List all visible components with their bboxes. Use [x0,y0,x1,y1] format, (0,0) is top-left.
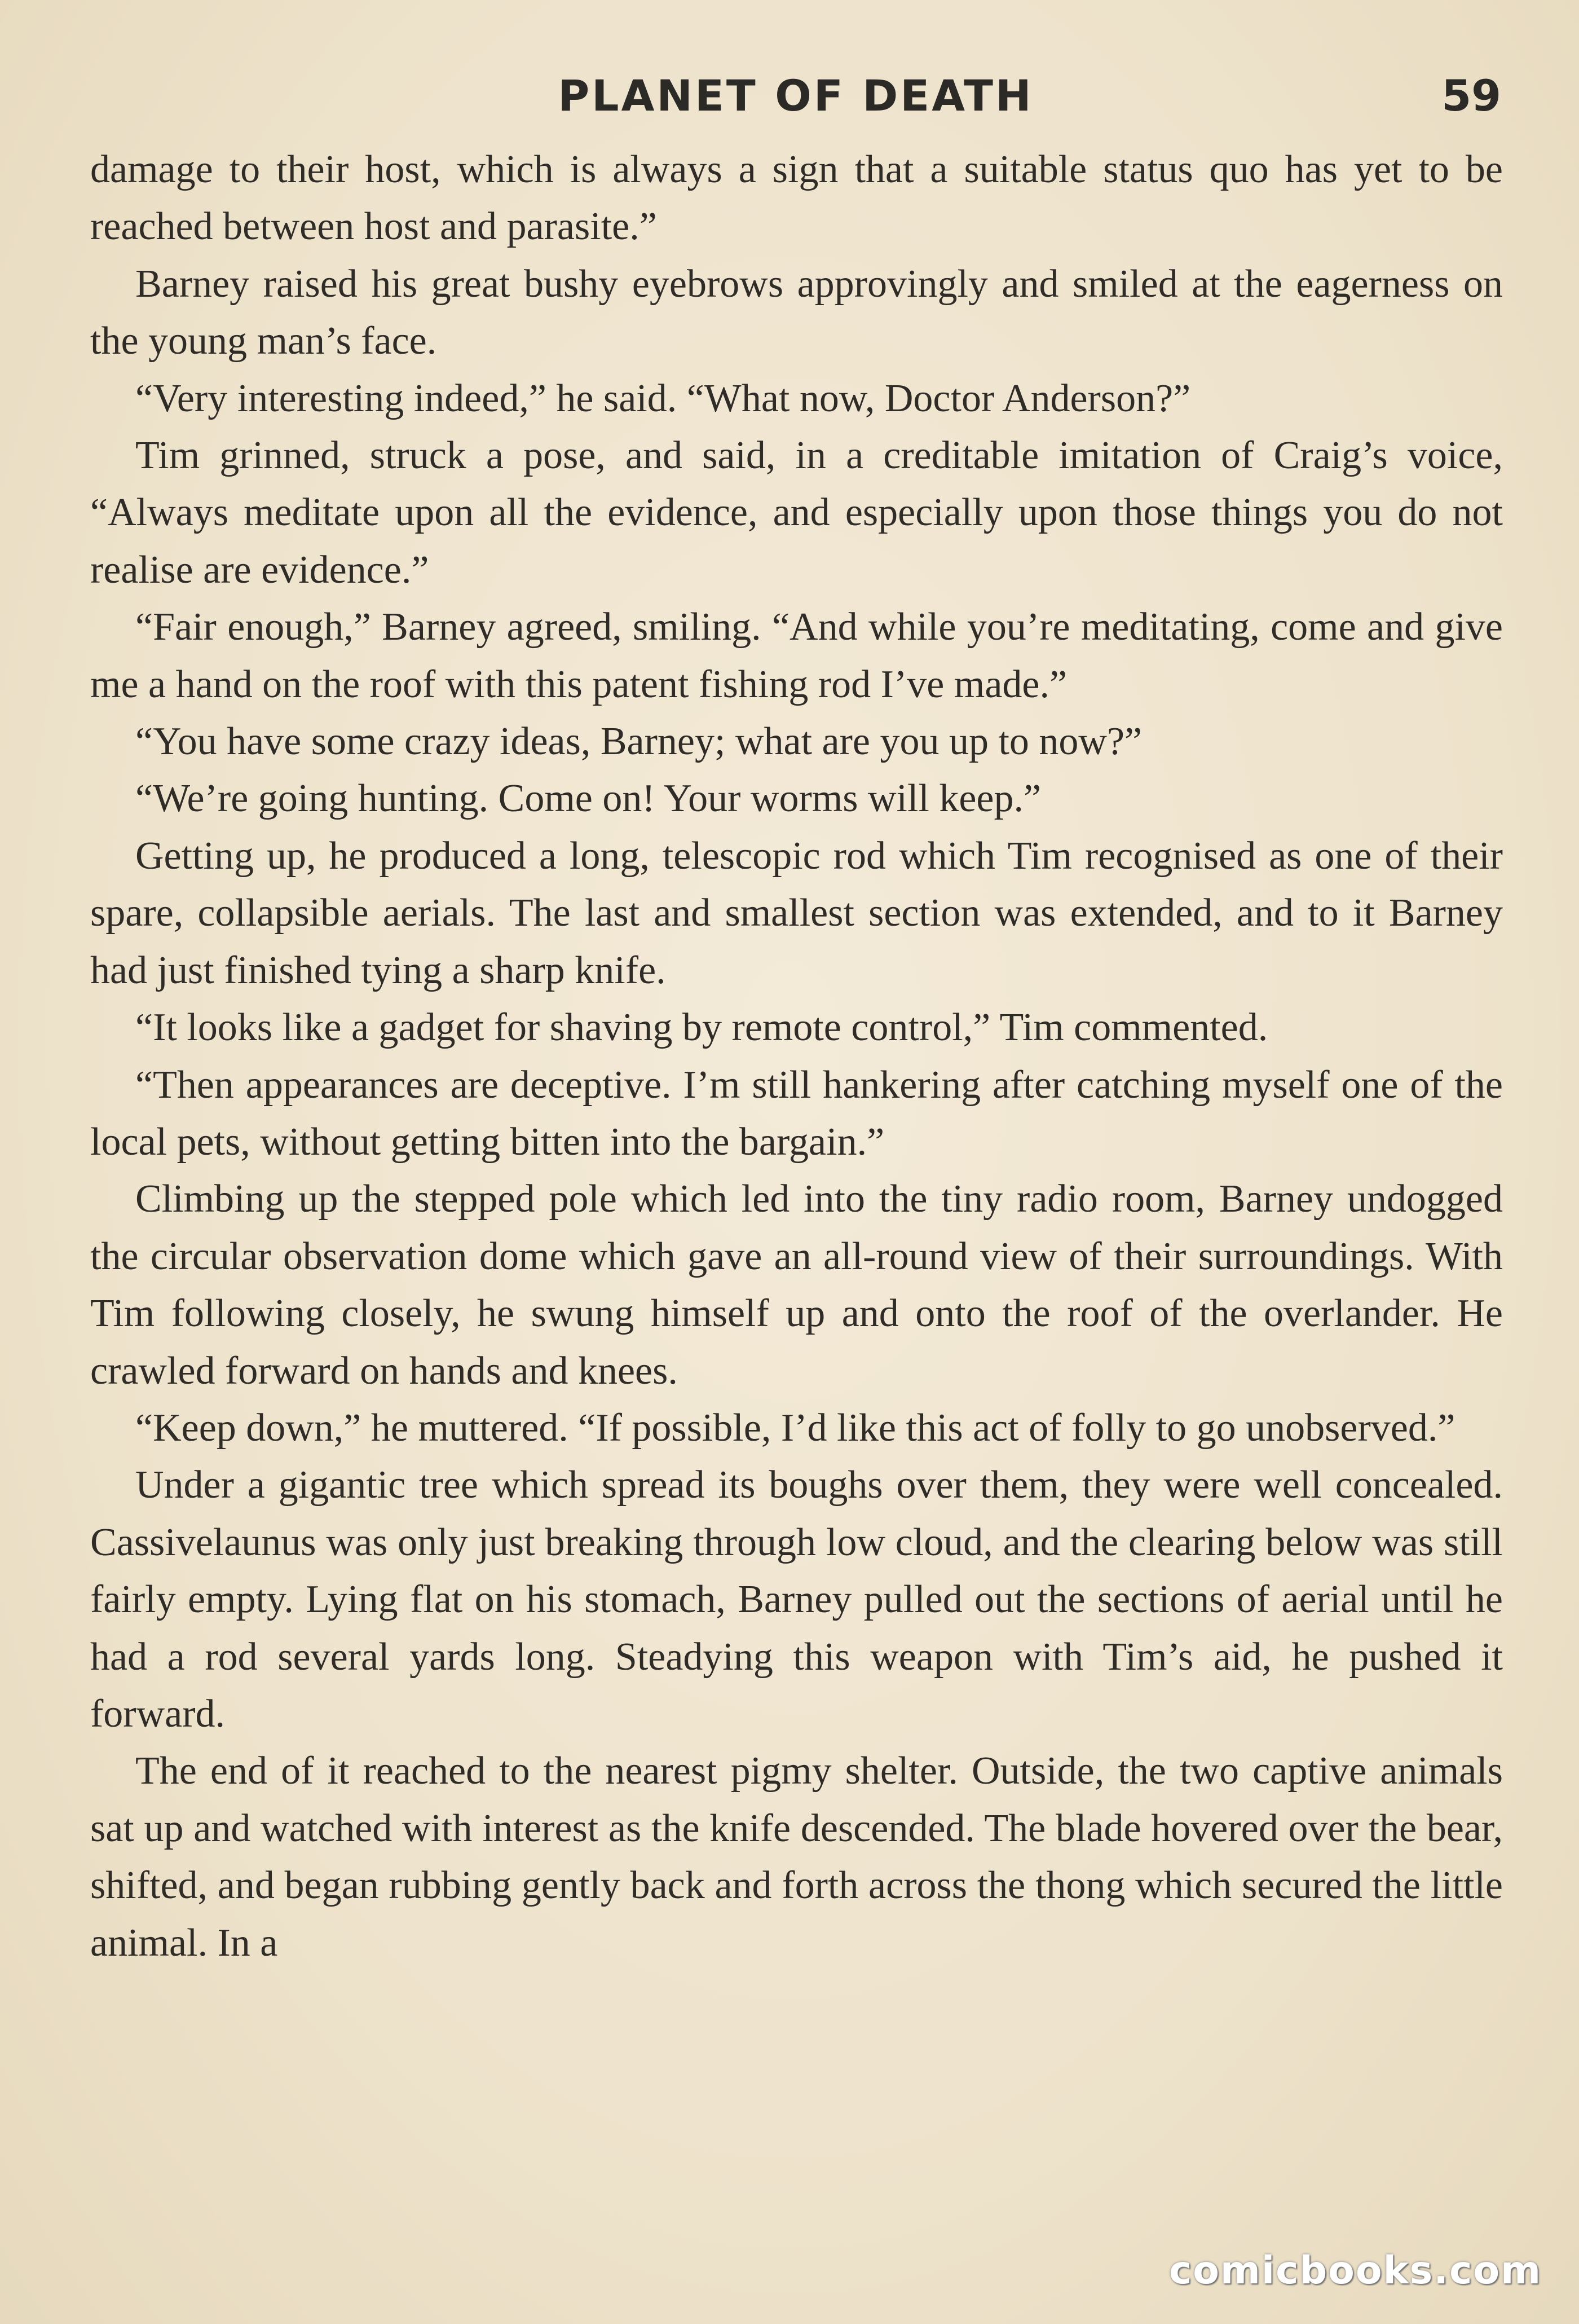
paragraph: damage to their host, which is always a sign that a suitable status quo has yet to be reached between host and parasite.” [90,148,1503,249]
paragraph: Barney raised his great bushy eyebrows approvingly and smiled at the eagerness on the young man’s face. [90,262,1503,363]
paragraph: “Then appearances are deceptive. I’m still hankering after catching myself one of the local pets, without getting bitten into the bargain.” [90,1063,1503,1164]
paragraph: “It looks like a gadget for shaving by remote control,” Tim commented. [135,1006,1268,1050]
paragraph: The end of it reached to the nearest pigmy shelter. Outside, the two captive animals sat up and watched with interest as the knife descended. The blade hovered over the bear, shifted, and began rubbing gently back and forth across the thong which secured the little animal. In a [90,1749,1503,1965]
body-text [90,141,1503,1971]
paragraph: “Very interesting indeed,” he said. “What now, Doctor Anderson?” [135,376,1191,420]
paragraph: “Keep down,” he muttered. “If possible, I’d like this act of folly to go unobserved.” [135,1406,1455,1450]
paragraph: “You have some crazy ideas, Barney; what are you up to now?” [135,720,1143,764]
paragraph: Tim grinned, struck a pose, and said, in a creditable imitation of Craig’s voice, “Always meditate upon all the evidence, and especially upon those things you do not realise are evidence.” [90,434,1503,592]
paragraph: Getting up, he produced a long, telescopic rod which Tim recognised as one of their spare, collapsible aerials. The last and smallest section was extended, and to it Barney had just finished tying a sharp knife. [90,834,1503,992]
page-title: PLANET OF DEATH [558,71,1034,121]
watermark: comicbooks.com [1168,2248,1542,2293]
paragraph: Climbing up the stepped pole which led into the tiny radio room, Barney undogged the circular observation dome which gave an all-round view of their surroundings. With Tim following closely, he swung himself up and onto the roof of the overlander. He crawled forward on hands and knees. [90,1177,1503,1393]
paragraph: “We’re going hunting. Come on! Your worms will keep.” [135,777,1042,821]
page-number: 59 [1441,71,1501,121]
paragraph: “Fair enough,” Barney agreed, smiling. “And while you’re meditating, come and give me a hand on the roof with this patent fishing rod I’ve made.” [90,605,1503,706]
paragraph: Under a gigantic tree which spread its boughs over them, they were well concealed. Cassivelaunus was only just breaking through low cloud, and the clearing below was still fairly empty. Lying flat on his stomach, Barney pulled out the sections of aerial until he had a rod several yards long. Steadying this weapon with Tim’s aid, he pushed it forward. [90,1463,1503,1736]
running-header [90,71,1501,121]
